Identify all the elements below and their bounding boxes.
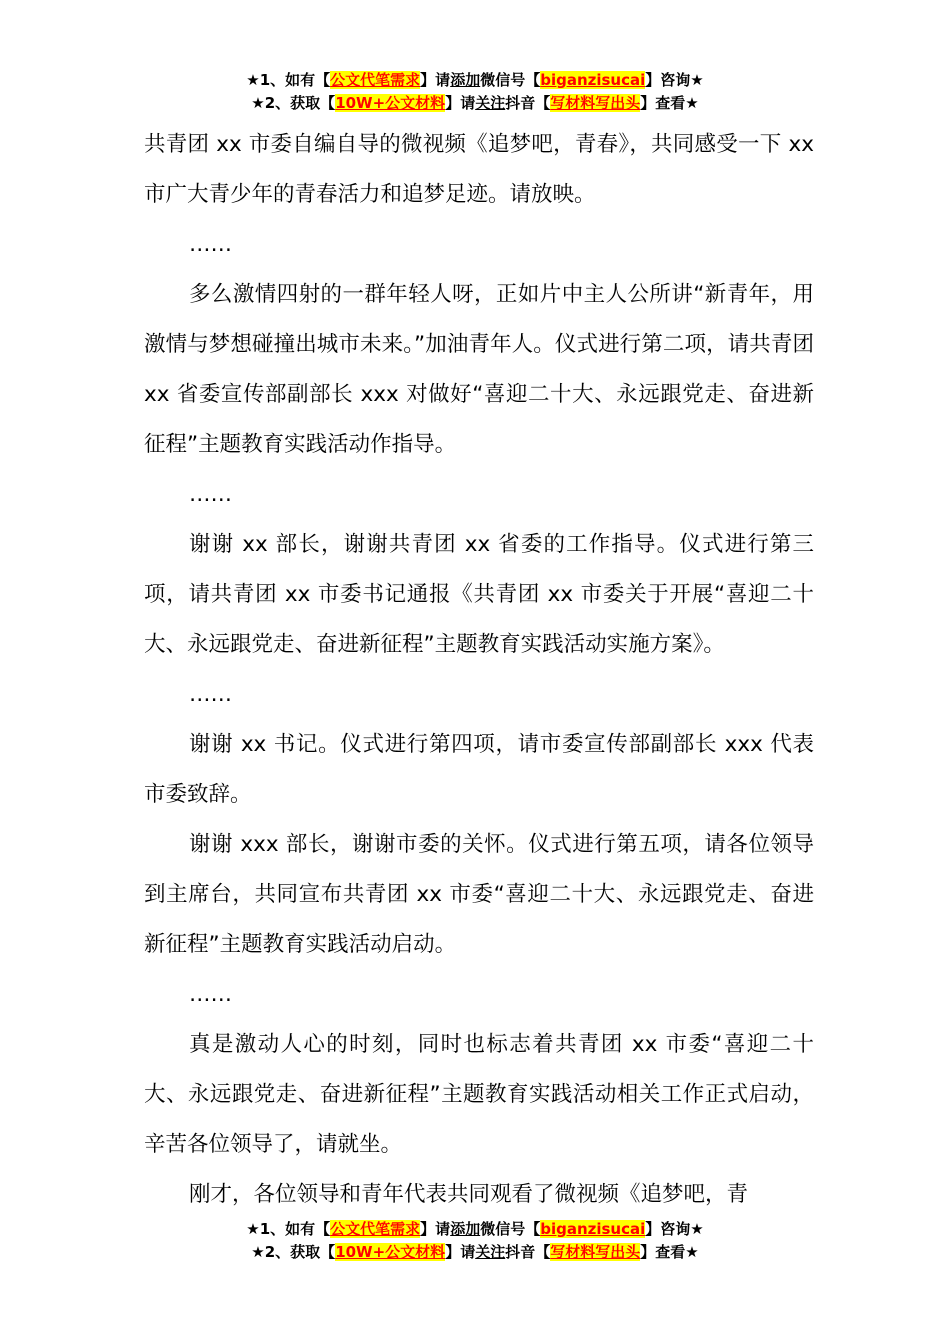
header-banner [0, 69, 950, 115]
footer-banner-line-1: ★1、如有【公文代笔需求】请添加微信号【biganzisucai】咨询★ [246, 1220, 704, 1238]
highlight-douyin-account: 写材料写出头 [550, 94, 641, 112]
paragraph: 谢谢 xxx 部长，谢谢市委的关怀。仪式进行第五项，请各位领导到主席台，共同宣布共青团 xx 市委“喜迎二十大、永远跟党走、奋进新征程”主题教育实践活动启动。 [144, 832, 814, 957]
paragraph: 谢谢 xx 部长，谢谢共青团 xx 省委的工作指导。仪式进行第三项，请共青团 xx 市委书记通报《共青团 xx 市委关于开展“喜迎二十大、永远跟党走、奋进新征程”主题教育实践活动实施方案》。 [144, 532, 814, 657]
highlight-materials: 10W+公文材料 [335, 1243, 446, 1261]
document-body [144, 120, 814, 1220]
highlight-service: 公文代笔需求 [330, 1220, 421, 1238]
ellipsis-paragraph: …… [189, 482, 232, 507]
ellipsis-paragraph: …… [189, 982, 232, 1007]
highlight-wechat-id: biganzisucai [540, 1220, 646, 1238]
ellipsis-paragraph: …… [189, 232, 232, 257]
paragraph: 多么激情四射的一群年轻人呀，正如片中主人公所讲“新青年，用激情与梦想碰撞出城市未来。”加油青年人。仪式进行第二项，请共青团 xx 省委宣传部副部长 xxx 对做好“喜迎二十大、永远跟党走、奋进新征程”主题教育实践活动作指导。 [144, 282, 814, 457]
footer-banner-line-2: ★2、获取【10W+公文材料】请关注抖音【写材料写出头】查看★ [251, 1243, 699, 1261]
paragraph: 真是激动人心的时刻，同时也标志着共青团 xx 市委“喜迎二十大、永远跟党走、奋进新征程”主题教育实践活动相关工作正式启动，辛苦各位领导了，请就坐。 [144, 1032, 814, 1157]
footer-banner [0, 1218, 950, 1264]
highlight-douyin-account: 写材料写出头 [550, 1243, 641, 1261]
header-banner-line-2: ★2、获取【10W+公文材料】请关注抖音【写材料写出头】查看★ [251, 94, 699, 112]
highlight-wechat-id: biganzisucai [540, 71, 646, 89]
highlight-materials: 10W+公文材料 [335, 94, 446, 112]
header-banner-line-1: ★1、如有【公文代笔需求】请添加微信号【biganzisucai】咨询★ [246, 71, 704, 89]
ellipsis-paragraph: …… [189, 682, 232, 707]
highlight-service: 公文代笔需求 [330, 71, 421, 89]
paragraph: 刚才，各位领导和青年代表共同观看了微视频《追梦吧，青 [189, 1182, 749, 1207]
paragraph: 谢谢 xx 书记。仪式进行第四项，请市委宣传部副部长 xxx 代表市委致辞。 [144, 732, 814, 807]
paragraph: 共青团 xx 市委自编自导的微视频《追梦吧，青春》，共同感受一下 xx 市广大青少年的青春活力和追梦足迹。请放映。 [144, 132, 814, 207]
